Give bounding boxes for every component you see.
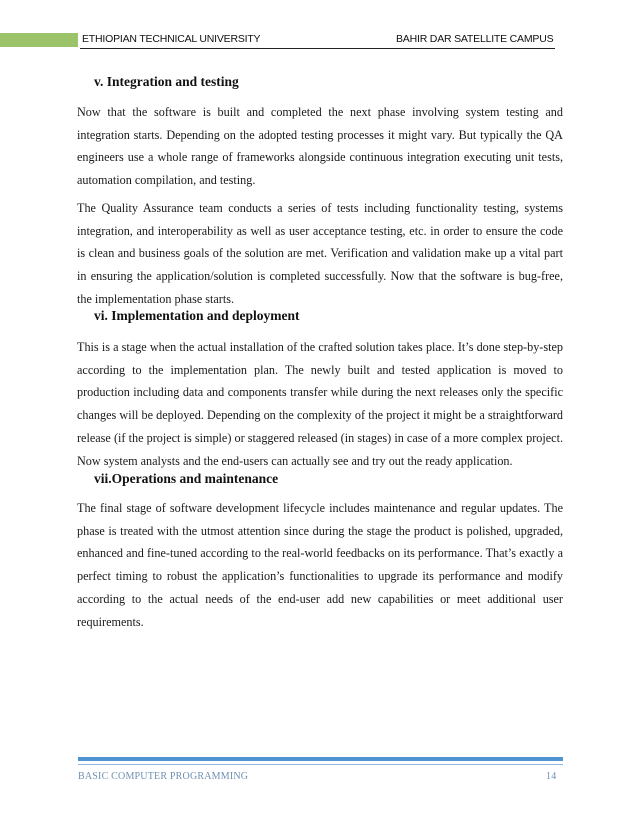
header-rule	[80, 48, 555, 49]
header-campus: BAHIR DAR SATELLITE CAMPUS	[396, 33, 554, 45]
heading-implementation-deployment: vi. Implementation and deployment	[94, 308, 300, 323]
paragraph-implementation: This is a stage when the actual installation of the crafted solution takes place. It’s done step-by-step according to the implementation plan. The newly built and tested application is moved to production including data and components transfer while during the next releases only the specific changes will be deployed. Depending on the complexity of the project it might be a straightforward release (if the project is simple) or staggered released (in stages) in case of a more complex project. Now system analysts and the end-users can actually see and try out the ready application.	[77, 340, 563, 468]
paragraph-operations: The final stage of software development lifecycle includes maintenance and regular updates. The phase is treated with the utmost attention since during the stage the product is polished, upgraded, enhanced and fine-tuned according to the real-world feedbacks on its performance. That’s exactly a perfect timing to robust the application’s functionalities to upgrade its performance and modify according to the actual needs of the end-user add new capabilities or meet additional user requirements.	[77, 501, 563, 629]
footer-rule	[78, 757, 563, 761]
header-university: ETHIOPIAN TECHNICAL UNIVERSITY	[82, 33, 261, 45]
heading-integration-testing: v. Integration and testing	[94, 74, 239, 89]
heading-operations-maintenance: vii.Operations and maintenance	[94, 471, 279, 486]
paragraph-integration-2: The Quality Assurance team conducts a series of tests including functionality testing, systems integration, and interoperability as well as user acceptance testing, etc. in order to ensure the code is clean and business goals of the solution are met. Verification and validation make up a vital part in ensuring the application/solution is completed successfully. Now that the software is bug-free, the implementation phase starts.	[77, 201, 563, 306]
paragraph-integration-1: Now that the software is built and completed the next phase involving system testing and integration starts. Depending on the adopted testing processes it might vary. But typically the QA engineers use a whole range of frameworks alongside continuous integration executing unit tests, automation compilation, and testing.	[77, 105, 563, 188]
page-number: 14	[546, 771, 557, 782]
footer-course-title: BASIC COMPUTER PROGRAMMING	[78, 771, 249, 782]
footer-rule-thin	[78, 764, 563, 765]
header-accent-bar	[0, 33, 78, 47]
page-header	[0, 27, 638, 49]
